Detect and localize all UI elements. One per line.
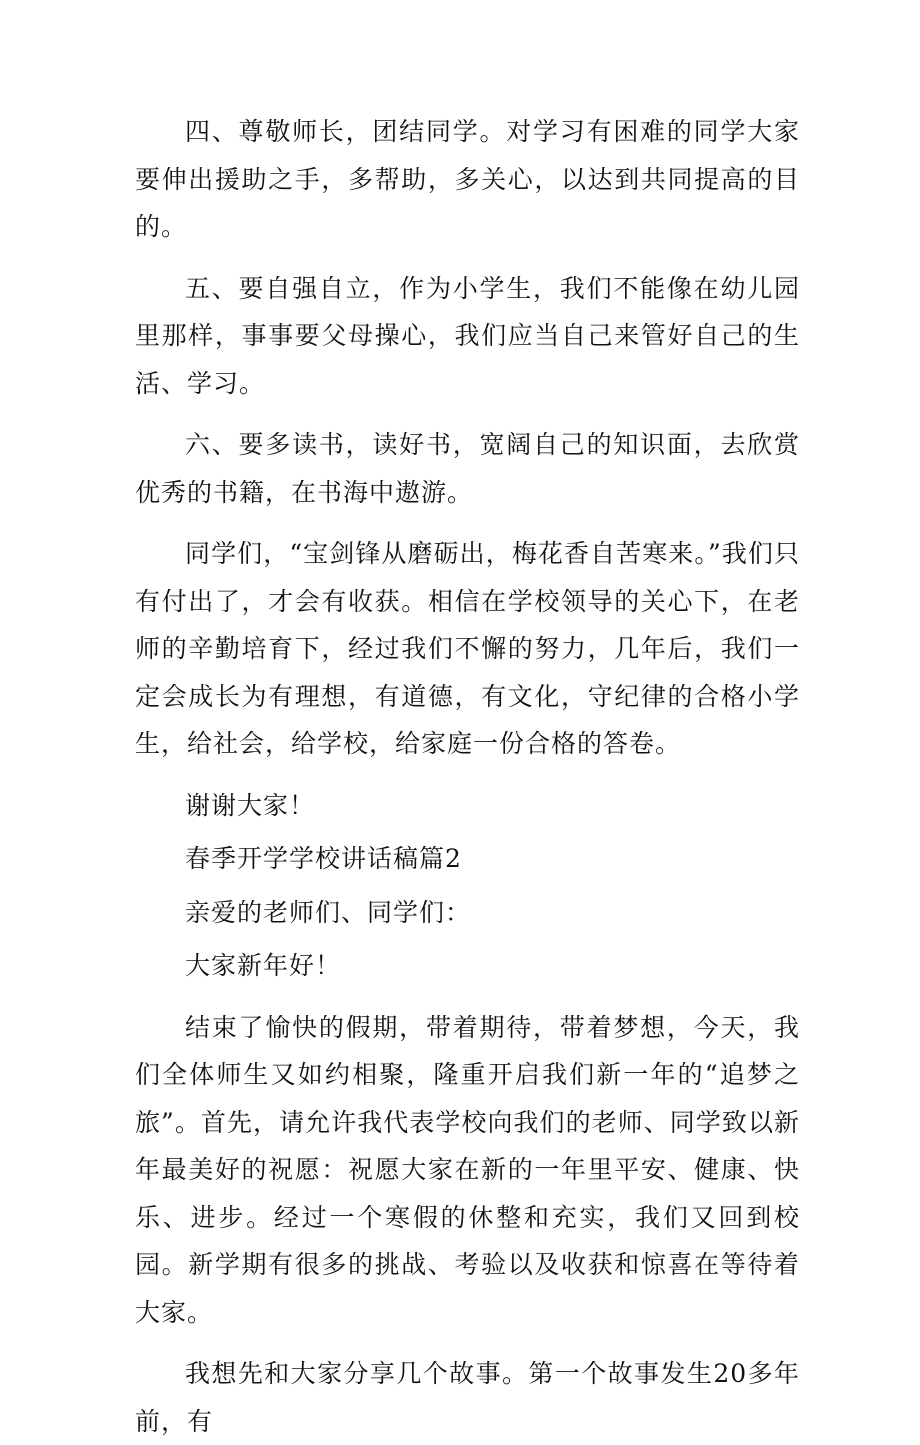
paragraph-thanks: 谢谢大家！: [185, 790, 316, 820]
paragraph-read-books: 六、要多读书，读好书，宽阔自己的知识面，去欣赏优秀的书籍，在书海中遨游。: [135, 430, 800, 507]
paragraph-self-reliance: 五、要自强自立，作为小学生，我们不能像在幼儿园里那样，事事要父母操心，我们应当自己来管好自己的生活、学习。: [135, 273, 800, 398]
paragraph-holiday: 结束了愉快的假期，带着期待，带着梦想，今天，我们全体师生又如约相聚，隆重开启我们新一年的“追梦之旅”。首先，请允许我代表学校向我们的老师、同学致以新年最美好的祝愿：祝愿大家在新的一年里平安、健康、快乐、进步。经过一个寒假的休整和充实，我们又回到校园。新学期有很多的挑战、考验以及收获和惊喜在等待着大家。: [135, 1012, 800, 1327]
paragraph-greeting: 亲爱的老师们、同学们：: [185, 897, 472, 927]
section-title: 春季开学学校讲话稿篇2: [185, 844, 462, 873]
paragraph-stories: 我想先和大家分享几个故事。第一个故事发生20多年前，有: [135, 1359, 800, 1436]
paragraph-classmates: 同学们，“宝剑锋从磨砺出，梅花香自苦寒来。”我们只有付出了，才会有收获。相信在学校领导的关心下，在老师的辛勤培育下，经过我们不懈的努力，几年后，我们一定会成长为有理想，有道德，有文化，守纪律的合格小学生，给社会，给学校，给家庭一份合格的答卷。: [135, 539, 800, 758]
paragraph-respect-teachers: 四、尊敬师长，团结同学。对学习有困难的同学大家要伸出援助之手，多帮助，多关心，以达到共同提高的目的。: [135, 117, 800, 241]
document-body: [135, 108, 800, 1445]
paragraph-new-year: 大家新年好！: [185, 951, 342, 980]
